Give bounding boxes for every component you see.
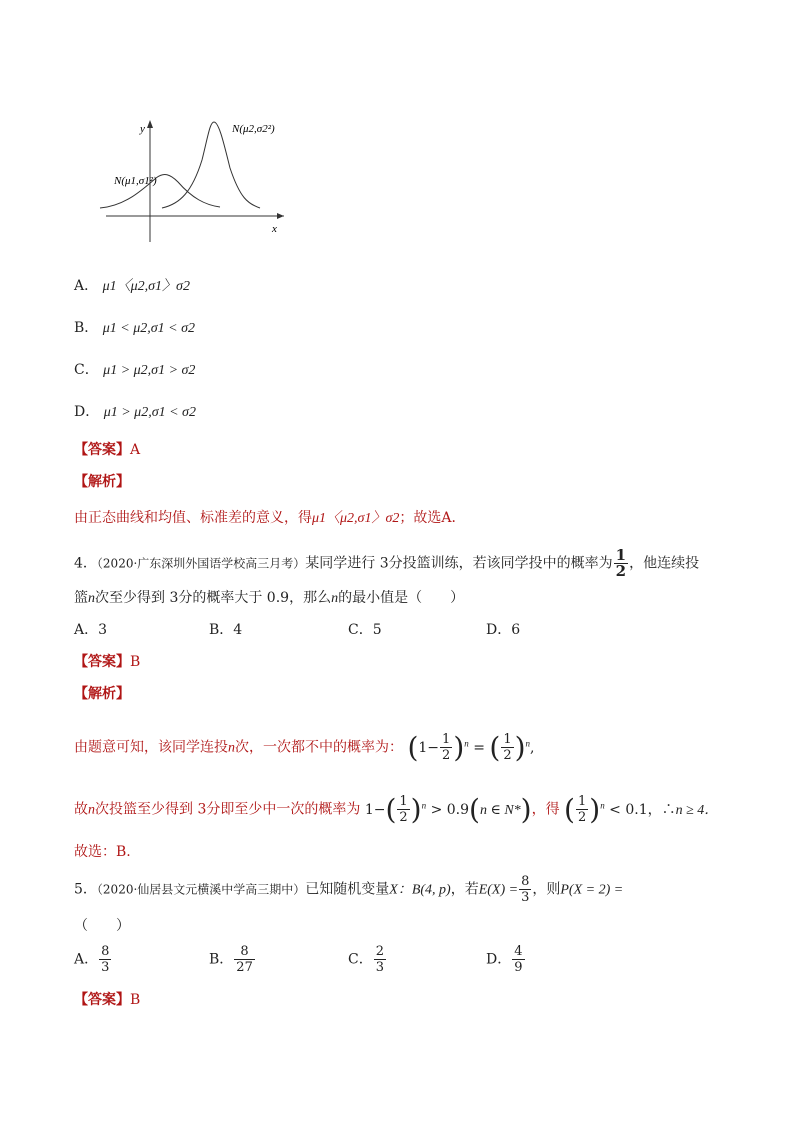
option-letter: C． [348,622,373,638]
question-source: （2020·仙居县文元横溪中学高三期中） [96,882,306,897]
q3-option-d [74,402,196,423]
q4-option-b [209,620,242,640]
option-math: μ1〈μ2,σ1〉σ2 [102,279,190,294]
fraction-numerator: 1 [577,794,587,810]
option-fraction [234,944,255,975]
q4-analysis-heading [74,684,130,704]
fraction-denominator: 2 [442,748,451,764]
stem-math: E(X) = [478,882,519,898]
prob-fraction [614,548,628,579]
fraction-numerator: 1 [442,732,451,748]
question-source: （2020·广东深圳外国语学校高三月考） [96,556,306,571]
exponent-n: n [525,738,531,748]
exponent-n: n [464,738,469,748]
stem-math: X：B(4, p) [389,882,451,898]
inequality: < 0.1，∴ [609,801,676,818]
stem-text: （ ） [74,918,130,934]
half-fraction [440,732,452,763]
answer-value: A [130,442,141,458]
normal-curves-figure [80,112,320,242]
analysis-text: 由正态曲线和均值、标准差的意义，得 [74,510,312,526]
stem-text: 的最小值是（ ） [338,590,465,606]
option-math: μ1 > μ2,σ1 > σ2 [103,363,196,378]
exponent-n: n [421,800,427,810]
option-letter: C． [74,362,99,378]
q5-option-d [486,944,526,975]
stem-text: 次至少得到 3分的概率大于 0.9，那么 [95,590,332,606]
solution-text: 故 [74,801,88,818]
variable-n: n [88,591,95,606]
result: n ≥ 4． [675,802,719,818]
q4-option-a [74,620,107,640]
inequality: > 0.9 [430,801,470,818]
option-letter: B． [209,951,234,968]
fraction-numerator: 1 [615,546,627,564]
fraction-numerator: 8 [234,944,255,960]
analysis-math: μ1〈μ2,σ1〉σ2 [312,511,400,526]
formula-1: (1− $\frac{1}{2}$ )$^n$ = ( $\frac{1}{2}$ )$^n$, [407,730,535,764]
fraction-numerator: 4 [514,944,523,959]
option-letter: A． [74,951,99,968]
answer-label: 【答案】 [74,442,130,458]
curve-1-label: N(μ1,σ1²) [114,175,157,187]
fraction-numerator: 1 [399,794,408,810]
variable-n: n [88,802,95,818]
q3-analysis-heading [74,472,130,492]
q3-option-a [74,276,190,297]
formula-3: ( $\frac{1}{2}$ )$^n$ < 0.1，∴n ≥ 4． [564,792,719,826]
stem-text: ，则 [532,881,561,898]
fraction-denominator: 9 [514,960,523,975]
x-axis-label: x [272,223,277,235]
variable-n: n [228,740,235,756]
q3-analysis [74,508,466,529]
q4-option-d [486,620,520,640]
analysis-label: 【解析】 [74,686,130,702]
q5-option-c [348,944,387,975]
option-fraction [99,944,111,975]
stem-text: ，若 [450,881,479,898]
option-letter: B． [209,622,234,638]
option-value: 5 [372,622,382,638]
option-value: 4 [233,622,243,638]
solution-text: 由题意可知，该同学连投 [74,739,228,756]
variable-n: n [331,591,339,606]
option-letter: B． [74,320,99,336]
stem-math: P(X = 2) = [560,882,624,898]
answer-value: B [130,654,141,670]
option-letter: D． [486,951,512,968]
q5-stem-line1 [74,874,623,906]
q4-solution-line2 [74,788,718,828]
answer-value: B [130,992,141,1008]
fraction-denominator: 3 [101,960,110,975]
half-fraction [576,794,588,825]
option-math: μ1 > μ2,σ1 < σ2 [103,405,196,420]
formula-2: 1−( $\frac{1}{2}$ )$^n$ > 0.9(n ∈ N*) [364,792,532,826]
option-fraction [374,944,386,975]
domain-condition: n ∈ N* [479,802,521,818]
solution-text: 次，一次都不中的概率为： [235,739,403,756]
q3-option-c [74,360,195,381]
exponent-n: n [600,800,605,810]
fraction-denominator: 3 [521,890,530,905]
option-letter: D． [74,404,100,420]
expectation-fraction [519,874,531,905]
y-axis-arrow [147,120,153,128]
analysis-label: 【解析】 [74,474,130,490]
option-letter: A． [74,278,99,294]
q5-answer [74,990,140,1010]
fraction-numerator: 8 [101,944,110,959]
solution-text: 次投篮至少得到 3分即至少中一次的概率为 [95,801,361,818]
question-number: 5． [74,881,97,898]
option-math: μ1 < μ2,σ1 < σ2 [102,321,196,336]
solution-text: ，得 [531,801,560,818]
half-fraction [397,794,409,825]
q4-answer [74,652,140,672]
q4-stem-line2 [74,588,464,609]
q5-option-b [209,944,256,975]
fraction-numerator: 8 [521,874,530,889]
question-number: 4． [74,555,97,572]
fraction-denominator: 27 [236,960,253,975]
answer-label: 【答案】 [74,654,130,670]
fraction-numerator: 2 [375,944,384,959]
half-fraction [501,732,513,763]
option-letter: C． [348,951,373,968]
q4-conclusion [74,842,131,862]
q3-answer [74,440,140,460]
q4-option-c [348,620,382,640]
x-axis-arrow [277,213,284,219]
q5-stem-line2 [74,916,130,936]
fraction-numerator: 1 [503,732,512,748]
conclusion-text: 故选：B. [74,844,131,860]
curve-2-label: N(μ2,σ2²) [232,123,275,135]
option-letter: D． [486,622,512,638]
fraction-denominator: 2 [399,810,408,826]
answer-label: 【答案】 [74,992,130,1008]
q3-option-b [74,318,195,339]
fraction-denominator: 3 [375,960,384,975]
stem-text: ，他连续投 [629,555,700,572]
option-letter: A． [74,622,99,638]
fraction-denominator: 2 [615,562,627,580]
stem-text: 某同学进行 3分投篮训练，若该同学投中的概率为 [305,555,613,572]
fraction-denominator: 2 [577,810,587,826]
option-fraction [512,944,524,975]
analysis-end: ；故选A． [399,510,466,526]
stem-text: 篮 [74,590,88,606]
y-axis-label: y [140,123,145,135]
q4-solution-line1 [74,726,535,766]
q4-stem-line1 [74,548,699,579]
option-value: 6 [511,622,521,638]
q5-option-a [74,944,112,975]
stem-text: 已知随机变量 [305,881,390,898]
option-value: 3 [98,622,108,638]
fraction-denominator: 2 [503,748,512,764]
